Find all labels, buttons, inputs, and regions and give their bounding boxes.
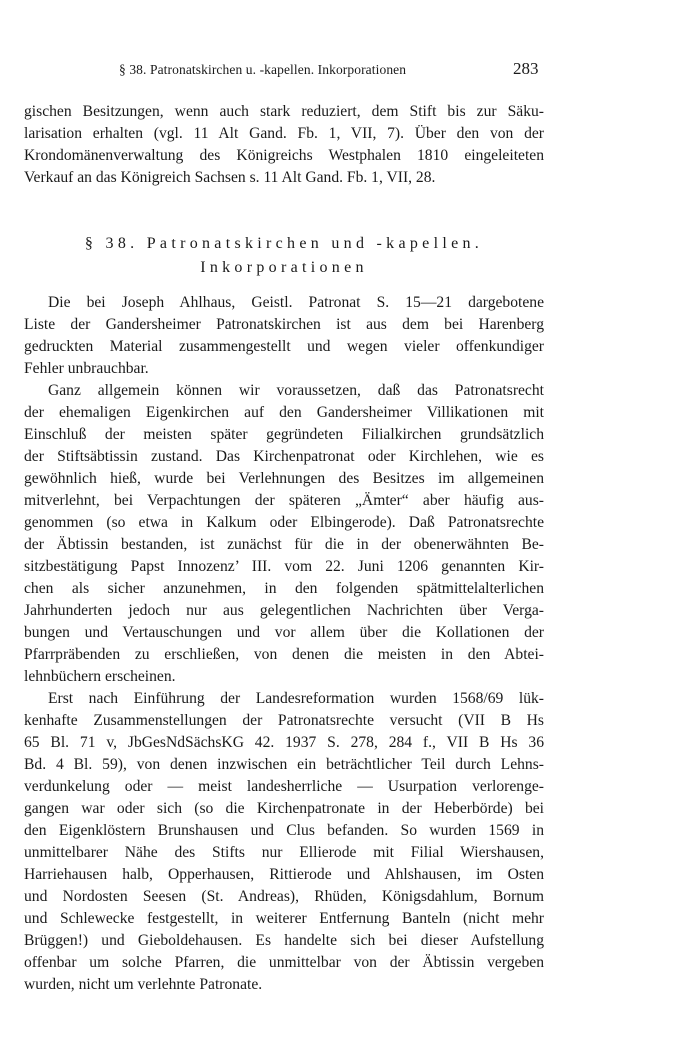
text-line: Die bei Joseph Ahlhaus, Geistl. Patronat S. 15—21 dargebotene (48, 294, 544, 311)
text-line: bungen und Vertauschungen und vor allem über die Kollationen der (24, 624, 544, 641)
text-line: Ganz allgemein können wir voraussetzen, daß das Patronatsrecht (48, 382, 544, 399)
running-title: § 38. Patronatskirchen u. -kapellen. Inkorporationen (119, 62, 407, 77)
text-line: der Äbtissin bestanden, ist zunächst für die in der obenerwähnten Be- (24, 536, 544, 553)
text-line: mitverlehnt, bei Verpachtungen der späteren „Ämter“ aber häufig aus- (24, 492, 544, 509)
text-line: sitzbestätigung Papst Innozenz’ III. vom 22. Juni 1206 genannten Kir- (24, 558, 544, 575)
text-line: wurden, nicht um verlehnte Patronate. (24, 976, 263, 993)
text-line: und Nordosten Seesen (St. Andreas), Rhüden, Königsdahlum, Bornum (24, 888, 544, 905)
text-line: unmittelbarer Nähe des Stifts nur Ellierode mit Filial Wiershausen, (24, 844, 544, 861)
text-line: offenbar um solche Pfarren, die unmittelbar von der Äbtissin vergeben (24, 954, 544, 971)
text-line: und Schlewecke festgestellt, in weiterer Entfernung Banteln (nicht mehr (24, 910, 544, 927)
text-line: kenhafte Zusammenstellungen der Patronatsrechte versucht (VII B Hs (24, 712, 544, 729)
text-line: den Eigenklöstern Brunshausen und Clus befanden. So wurden 1569 in (24, 822, 544, 839)
section-body (24, 292, 544, 996)
text-line: larisation erhalten (vgl. 11 Alt Gand. Fb. 1, VII, 7). Über den von der (24, 125, 544, 142)
section-heading-line: § 38. Patronatskirchen und -kapellen. (84, 235, 484, 252)
text-line: Fehler unbrauchbar. (24, 360, 149, 377)
text-line: Jahrhunderten jedoch nur aus gelegentlichen Nachrichten über Verga- (24, 602, 544, 619)
text-line: Verkauf an das Königreich Sachsen s. 11 Alt Gand. Fb. 1, VII, 28. (24, 169, 436, 186)
text-line: Erst nach Einführung der Landesreformation wurden 1568/69 lük- (48, 690, 544, 707)
text-line: Harriehausen halb, Opperhausen, Rittierode und Ahlshausen, im Osten (24, 866, 544, 883)
text-line: Pfarrpräbenden zu erschließen, von denen die meisten in den Abtei- (24, 646, 544, 663)
text-line: der Stiftsäbtissin zustand. Das Kirchenpatronat oder Kirchlehen, wie es (24, 448, 544, 465)
text-line: Krondomänenverwaltung des Königreichs Westphalen 1810 eingeleiteten (24, 147, 544, 164)
running-header (0, 59, 700, 84)
page-number: 283 (513, 59, 539, 78)
text-line: der ehemaligen Eigenkirchen auf den Gandersheimer Villikationen mit (24, 404, 544, 421)
section-heading (24, 232, 544, 280)
text-line: gangen war oder sich (so die Kirchenpatronate in der Heberbörde) bei (24, 800, 544, 817)
text-line: chen als sicher anzunehmen, in den folgenden spätmittelalterlichen (24, 580, 544, 597)
text-line: Brüggen!) und Gieboldehausen. Es handelte sich bei dieser Aufstellung (24, 932, 544, 949)
text-line: gischen Besitzungen, wenn auch stark reduziert, dem Stift bis zur Säku- (24, 103, 544, 120)
text-line: 65 Bl. 71 v, JbGesNdSächsKG 42. 1937 S. 278, 284 f., VII B Hs 36 (24, 734, 544, 751)
section-heading-line: Inkorporationen (200, 259, 368, 276)
intro-paragraph (24, 101, 544, 189)
text-line: lehnbüchern erscheinen. (24, 668, 176, 685)
text-line: gedruckten Material zusammengestellt und wegen vieler offenkundiger (24, 338, 544, 355)
text-line: Bd. 4 Bl. 59), von denen inzwischen ein beträchtlicher Teil durch Lehns- (24, 756, 544, 773)
text-line: Liste der Gandersheimer Patronatskirchen ist aus dem bei Harenberg (24, 316, 544, 333)
text-line: genommen (so etwa in Kalkum oder Elbingerode). Daß Patronatsrechte (24, 514, 544, 531)
text-line: gewöhnlich hieß, wurde bei Verlehnungen des Besitzes im allgemeinen (24, 470, 544, 487)
text-line: verdunkelung oder — meist landesherrliche — Usurpation verlorenge- (24, 778, 544, 795)
text-line: Einschluß der meisten später gegründeten Filialkirchen grundsätzlich (24, 426, 544, 443)
